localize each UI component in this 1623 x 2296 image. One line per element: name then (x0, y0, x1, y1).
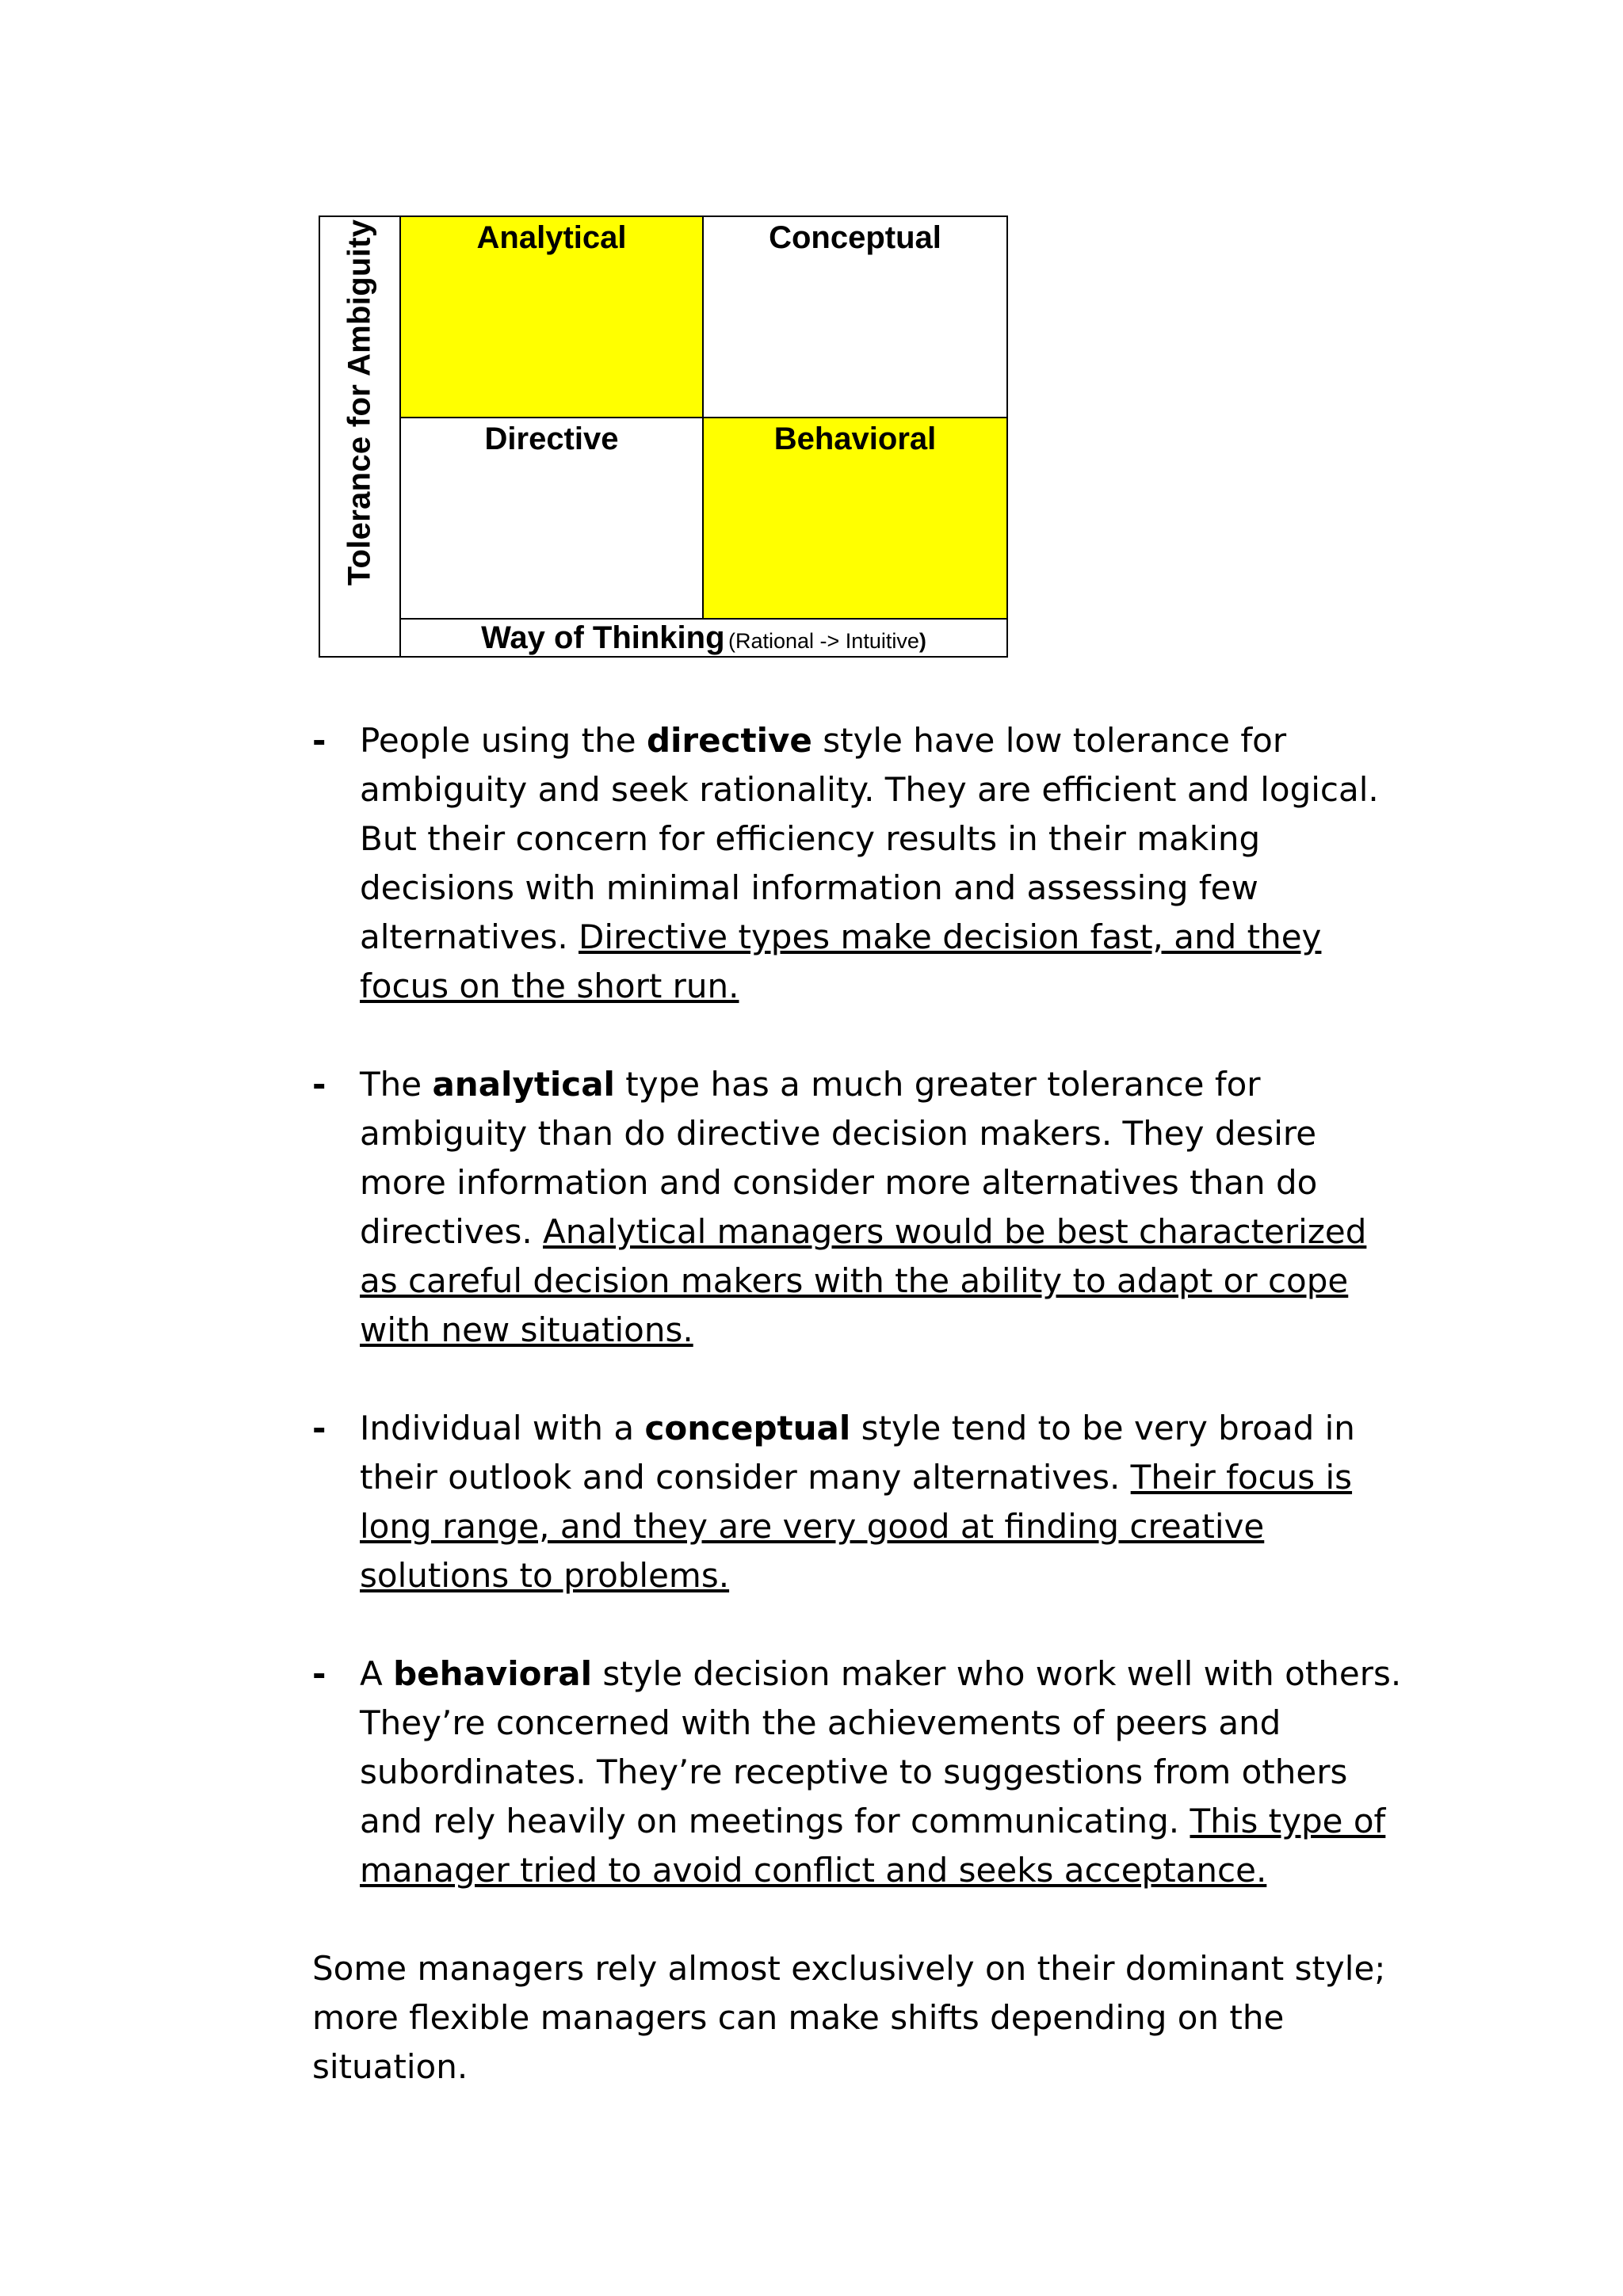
x-axis-close-paren: ) (918, 629, 926, 653)
bullet-dash: - (312, 1065, 327, 1104)
bullet-text: The (360, 1065, 433, 1104)
bullet-keyword: conceptual (644, 1409, 851, 1447)
document-body (312, 716, 1406, 2092)
bullet-text: Individual with a (360, 1409, 645, 1447)
bullet-keyword: behavioral (393, 1654, 592, 1693)
x-axis-sublabel: (Rational -> Intuitive (727, 629, 919, 653)
bullet-behavioral (312, 1650, 1406, 1895)
bullet-text: type has a much greater tolerance for ambiguity than do directive decision makers. They desire more information and consider more alternatives than do directives. (360, 1065, 1318, 1251)
bullet-analytical (312, 1060, 1406, 1355)
x-axis (401, 620, 1006, 656)
bullet-text: style decision maker who work well with others. They’re concerned with the achievements of peers and subordinates. They’re receptive to suggestions from others and rely heavily on meetings for communicating. (360, 1654, 1402, 1840)
bullet-dash: - (312, 721, 327, 760)
x-axis-label: Way of Thinking (481, 620, 725, 655)
closing-paragraph: Some managers rely almost exclusively on their dominant style; more flexible managers can make shifts depending on the situation. (312, 1949, 1386, 2086)
bullet-keyword: directive (646, 721, 812, 760)
bullet-text: style tend to be very broad in their outlook and consider many alternatives. (360, 1409, 1355, 1497)
bullet-underlined-text: Analytical managers would be best characterized as careful decision makers with the ability to adapt or cope with new situations. (360, 1212, 1367, 1349)
cell-conceptual: Conceptual (704, 217, 1006, 418)
bullet-dash: - (312, 1654, 327, 1693)
bullet-conceptual (312, 1404, 1406, 1600)
bullet-dash: - (312, 1409, 327, 1447)
bullet-underlined-text: Directive types make decision fast, and they focus on the short run. (360, 917, 1322, 1005)
y-axis (320, 217, 401, 656)
decision-style-matrix (319, 215, 1008, 658)
bullet-underlined-text: Their focus is long range, and they are very good at finding creative solutions to problems. (360, 1458, 1353, 1595)
cell-directive: Directive (401, 418, 704, 620)
y-axis-label: Tolerance for Ambiguity (342, 219, 377, 586)
bullet-keyword: analytical (432, 1065, 615, 1104)
bullet-text: People using the (360, 721, 647, 760)
bullet-underlined-text: This type of manager tried to avoid conflict and seeks acceptance. (360, 1802, 1386, 1890)
bullet-directive (312, 716, 1406, 1011)
cell-behavioral: Behavioral (704, 418, 1006, 620)
bullet-text: A (360, 1654, 394, 1693)
bullet-text: style have low tolerance for ambiguity and seek rationality. They are efficient and logical. But their concern for efficiency results in their making decisions with minimal information and assessing few alternatives. (360, 721, 1379, 956)
cell-analytical: Analytical (401, 217, 704, 418)
